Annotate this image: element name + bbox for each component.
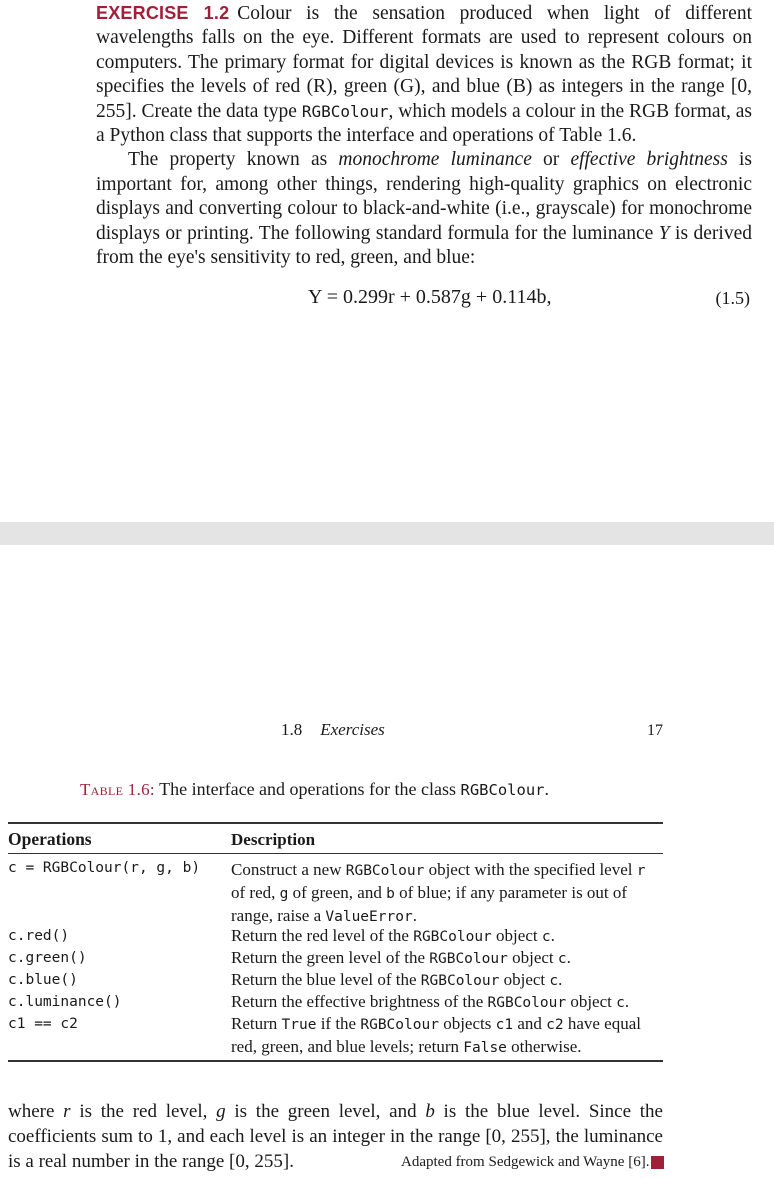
exercise-paragraph-1 — [96, 1, 752, 148]
table-page — [0, 545, 774, 1179]
desc-code: RGBColour — [429, 951, 508, 967]
desc-text: object — [566, 992, 617, 1011]
exercise-p1-text-a: Colour is the sensation produced when light of different wavelengths falls on the eye. Different formats are used to represent colours on computers. The primary format for digital devices is known as the RGB format; it specifies the levels of red (R), green (G), and blue (B) as integers in the range [0, 255]. Create the data type — [96, 3, 752, 122]
exercise-paragraph-2 — [96, 148, 752, 270]
desc-text: objects — [438, 1014, 496, 1033]
desc-code: RGBColour — [413, 929, 492, 945]
closing-text-d: is the blue level. Since the coefficients sum to 1, and each level is an integer in the range [0, 255], the luminance is a real number in the range [0, 255]. — [8, 1101, 663, 1172]
desc-text: have equal red, green, and blue levels; return — [231, 1014, 641, 1056]
table-top-rule — [8, 822, 663, 824]
desc-text: . — [566, 948, 571, 967]
exercise-p2-term-1: monochrome luminance — [338, 149, 532, 171]
desc-code: RGBColour — [420, 973, 500, 989]
running-head — [281, 720, 385, 740]
closing-text-a: where — [8, 1101, 64, 1122]
desc-code: c — [616, 995, 625, 1011]
end-of-exercise-mark — [651, 1156, 664, 1169]
desc-text: . — [412, 906, 417, 925]
exercise-p2-text-c: is important for, among other things, rendering high-quality graphics on electronic displays and converting colour to black-and-white (i.e., grayscale) for monochrome displays or printing. The following standard formula for the luminance — [96, 149, 752, 244]
desc-text: of blue; if any parameter is out of range, raise a — [231, 883, 628, 925]
desc-text: object — [499, 970, 550, 989]
desc-text: Return the blue level of the — [231, 970, 421, 989]
closing-text-c: is the green level, and — [225, 1101, 426, 1122]
table-bottom-rule — [8, 1060, 663, 1062]
table-row-desc — [231, 859, 663, 928]
closing-var-g: g — [216, 1101, 226, 1122]
desc-code: True — [281, 1017, 317, 1033]
desc-text: of red, — [231, 883, 280, 902]
desc-text: object — [507, 948, 558, 967]
desc-text: Return the red level of the — [231, 926, 414, 945]
desc-code: False — [463, 1040, 507, 1056]
desc-text: object — [491, 926, 542, 945]
description-header: Description — [231, 830, 316, 849]
desc-text: if the — [316, 1014, 361, 1033]
desc-text: Return — [231, 1014, 282, 1033]
desc-text: object with the specified level — [424, 860, 637, 879]
desc-code: c1 — [495, 1017, 514, 1033]
table-row-op: c.green() — [8, 950, 87, 966]
desc-code: c — [557, 951, 567, 967]
table-row-op: c = RGBColour(r, g, b) — [8, 860, 201, 876]
exercise-p2-var-y: Y — [658, 222, 670, 244]
section-title: Exercises — [320, 720, 385, 739]
exercise-p2-text-a: The property known as — [128, 149, 339, 171]
exercise-p2-term-2: effective brightness — [570, 149, 728, 171]
desc-text: . — [550, 926, 555, 945]
desc-code: RGBColour — [487, 995, 567, 1011]
closing-text-b: is the red level, — [70, 1101, 217, 1122]
table-caption-code: RGBColour — [460, 781, 545, 799]
desc-code: RGBColour — [360, 1017, 439, 1033]
desc-text: otherwise. — [506, 1037, 582, 1056]
table-caption — [80, 779, 549, 800]
exercise-p1-code: RGBColour — [301, 101, 389, 121]
desc-text: Construct a new — [231, 860, 346, 879]
operations-header: Operations — [8, 829, 92, 849]
desc-code: ValueError — [325, 909, 413, 925]
desc-code: g — [279, 886, 289, 902]
desc-text: Return the green level of the — [231, 948, 430, 967]
table-row-op: c.red() — [8, 928, 70, 944]
table-row-desc — [231, 969, 663, 992]
section-number: 1.8 — [281, 720, 303, 739]
table-row-op: c1 == c2 — [8, 1016, 78, 1032]
table-row-desc — [231, 947, 663, 970]
table-row-desc — [231, 925, 663, 948]
desc-code: b — [386, 886, 395, 902]
table-row-desc — [231, 1013, 663, 1059]
table-caption-label: Table 1.6: — [80, 780, 155, 799]
exercise-p2-text-d: is derived from the eye's sensitivity to red, green, and blue: — [96, 222, 752, 269]
page-number: 17 — [647, 722, 663, 739]
exercise-block — [96, 1, 752, 270]
table-header-rule — [8, 853, 663, 854]
table-caption-end: . — [544, 779, 549, 799]
desc-text: . — [558, 970, 563, 989]
luminance-equation — [96, 286, 752, 316]
desc-code: c2 — [546, 1017, 564, 1033]
desc-code: c — [541, 929, 551, 945]
table-row-desc — [231, 991, 663, 1014]
exercise-p2-text-b: or — [531, 149, 571, 171]
page-gutter — [0, 522, 774, 545]
exercise-heading: EXERCISE 1.2 — [96, 3, 230, 23]
desc-text: . — [624, 992, 630, 1011]
desc-code: RGBColour — [345, 863, 425, 879]
desc-code: c — [549, 973, 559, 989]
exercise-page — [0, 0, 774, 520]
desc-code: r — [636, 863, 646, 879]
desc-text: Return the effective brightness of the — [231, 992, 488, 1011]
closing-var-b: b — [425, 1101, 435, 1122]
exercise-p1-text-b: , which models a colour in the RGB format, as a Python class that supports the interface and operations of Table 1.6. — [96, 100, 753, 147]
equation-formula: Y = 0.299r + 0.587g + 0.114b, — [308, 286, 552, 308]
desc-text: of green, and — [288, 883, 387, 902]
desc-text: and — [513, 1014, 547, 1033]
table-row-op: c.blue() — [8, 972, 78, 988]
attribution: Adapted from Sedgewick and Wayne [6]. — [401, 1154, 650, 1170]
table-row-op: c.luminance() — [8, 994, 122, 1010]
closing-var-r: r — [63, 1101, 71, 1122]
equation-number: (1.5) — [715, 288, 750, 308]
table-caption-text: The interface and operations for the class — [159, 779, 461, 799]
